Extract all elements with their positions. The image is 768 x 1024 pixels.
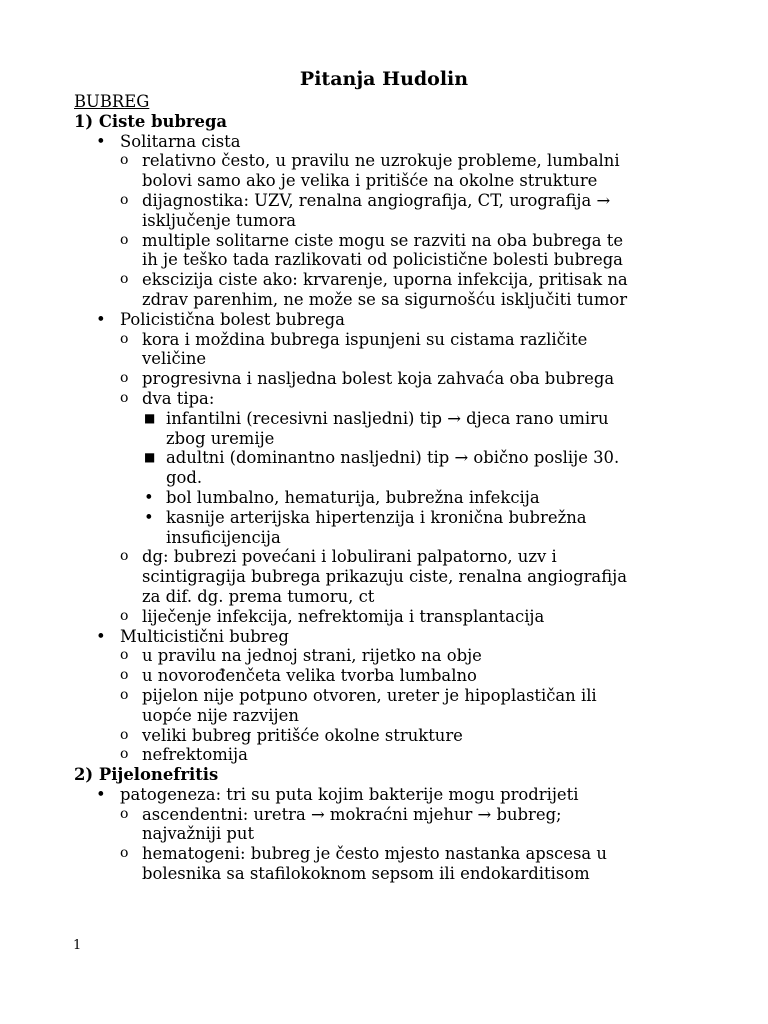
list-item-text: zdrav parenhim, ne može se sa sigurnošću isključiti tumor xyxy=(142,289,628,309)
list-item-text: isključenje tumora xyxy=(142,210,297,230)
bullet-icon: o xyxy=(120,152,129,169)
list-item xyxy=(74,250,694,270)
list-item xyxy=(74,429,694,449)
list-item-text: scintigragija bubrega prikazuju ciste, renalna angiografija xyxy=(142,567,627,587)
list-item xyxy=(74,567,694,587)
list-item-text: pijelon nije potpuno otvoren, ureter je hipoplastičan ili xyxy=(142,685,597,705)
bullet-icon: o xyxy=(120,271,129,288)
list-item-text: insuficijencija xyxy=(166,527,281,547)
bullet-icon: • xyxy=(144,487,154,507)
list-item xyxy=(74,607,694,627)
list-item-text: adultni (dominantno nasljedni) tip → obično poslije 30. xyxy=(166,448,620,468)
list-item-text: u novorođenčeta velika tvorba lumbalno xyxy=(142,666,477,686)
list-item xyxy=(74,488,694,508)
list-item-text: zbog uremije xyxy=(166,428,275,448)
bullet-icon: o xyxy=(120,667,129,684)
list-item xyxy=(74,864,694,884)
list-item xyxy=(74,726,694,746)
list-item xyxy=(74,290,694,310)
list-item xyxy=(74,132,694,152)
question-heading xyxy=(74,112,694,132)
bullet-icon: o xyxy=(120,845,129,862)
list-item-text: progresivna i nasljedna bolest koja zahvaća oba bubrega xyxy=(142,369,615,389)
list-item-text: bol lumbalno, hematurija, bubrežna infekcija xyxy=(166,487,540,507)
list-item-text: ascendentni: uretra → mokraćni mjehur → bubreg; xyxy=(142,804,562,824)
bullet-icon: o xyxy=(120,607,129,624)
list-item-text: Policistična bolest bubrega xyxy=(120,309,345,329)
list-item-text: najvažniji put xyxy=(142,824,255,844)
list-item-text: veličine xyxy=(142,349,207,369)
list-item xyxy=(74,231,694,251)
bullet-icon: o xyxy=(120,647,129,664)
list-item-text: uopće nije razvijen xyxy=(142,705,299,725)
list-item-text: bolesnika sa stafilokoknom sepsom ili endokarditisom xyxy=(142,864,590,884)
bullet-icon: o xyxy=(120,805,129,822)
list-item-text: ih je teško tada razlikovati od policistične bolesti bubrega xyxy=(142,250,623,270)
list-item xyxy=(74,706,694,726)
list-item-text: relativno često, u pravilu ne uzrokuje probleme, lumbalni xyxy=(142,151,620,171)
list-item-text: kora i moždina bubrega ispunjeni su cistama različite xyxy=(142,329,588,349)
bullet-icon: o xyxy=(120,686,129,703)
list-item-text: dva tipa: xyxy=(142,388,215,408)
list-item xyxy=(74,151,694,171)
bullet-icon: • xyxy=(96,784,106,804)
bullet-icon: ■ xyxy=(144,410,156,425)
list-item xyxy=(74,547,694,567)
heading-text: 2) Pijelonefritis xyxy=(74,765,219,785)
bullet-icon: o xyxy=(120,726,129,743)
list-item xyxy=(74,468,694,488)
bullet-icon: o xyxy=(120,389,129,406)
list-item xyxy=(74,785,694,805)
list-item-text: dg: bubrezi povećani i lobulirani palpatorno, uzv i xyxy=(142,547,557,567)
list-item xyxy=(74,270,694,290)
list-item xyxy=(74,508,694,528)
bullet-icon: o xyxy=(120,231,129,248)
list-item-text: kasnije arterijska hipertenzija i kronična bubrežna xyxy=(166,507,587,527)
list-item xyxy=(74,448,694,468)
list-item-text: nefrektomija xyxy=(142,745,248,765)
list-item xyxy=(74,330,694,350)
list-item xyxy=(74,844,694,864)
page-number: 1 xyxy=(73,938,82,953)
bullet-icon: o xyxy=(120,330,129,347)
list-item xyxy=(74,666,694,686)
bullet-icon: o xyxy=(120,548,129,565)
bullet-icon: • xyxy=(96,131,106,151)
list-item xyxy=(74,646,694,666)
list-item xyxy=(74,349,694,369)
bullet-icon: o xyxy=(120,746,129,763)
list-item-text: liječenje infekcija, nefrektomija i transplantacija xyxy=(142,606,545,626)
list-item xyxy=(74,627,694,647)
bullet-icon: ■ xyxy=(144,450,156,465)
list-item xyxy=(74,409,694,429)
question-heading xyxy=(74,765,694,785)
list-item xyxy=(74,389,694,409)
list-item-text: za dif. dg. prema tumoru, ct xyxy=(142,586,375,606)
list-item xyxy=(74,805,694,825)
bullet-icon: • xyxy=(96,626,106,646)
list-item xyxy=(74,745,694,765)
list-item-text: Solitarna cista xyxy=(120,131,241,151)
list-item xyxy=(74,824,694,844)
list-item-text: patogeneza: tri su puta kojim bakterije mogu prodrijeti xyxy=(120,784,579,804)
list-item-text: dijagnostika: UZV, renalna angiografija, CT, urografija → xyxy=(142,190,611,210)
list-item xyxy=(74,528,694,548)
list-item-text: ekscizija ciste ako: krvarenje, uporna infekcija, pritisak na xyxy=(142,270,628,290)
section-heading: BUBREG xyxy=(74,92,150,111)
list-item-text: u pravilu na jednoj strani, rijetko na obje xyxy=(142,646,482,666)
bullet-icon: o xyxy=(120,191,129,208)
list-item-text: veliki bubreg pritišće okolne strukture xyxy=(142,725,463,745)
document-body xyxy=(74,92,694,884)
list-item xyxy=(74,587,694,607)
list-item-text: bolovi samo ako je velika i pritišće na okolne strukture xyxy=(142,171,598,191)
list-item-text: hematogeni: bubreg je često mjesto nastanka apscesa u xyxy=(142,844,607,864)
list-item-text: god. xyxy=(166,468,203,488)
list-item xyxy=(74,369,694,389)
bullet-icon: • xyxy=(144,507,154,527)
list-item xyxy=(74,211,694,231)
list-item-text: infantilni (recesivni nasljedni) tip → djeca rano umiru xyxy=(166,408,609,428)
list-item xyxy=(74,191,694,211)
list-item xyxy=(74,171,694,191)
list-item xyxy=(74,310,694,330)
document-title: Pitanja Hudolin xyxy=(299,68,469,90)
bullet-icon: • xyxy=(96,309,106,329)
list-item-text: Multicistični bubreg xyxy=(120,626,289,646)
bullet-icon: o xyxy=(120,370,129,387)
heading-text: 1) Ciste bubrega xyxy=(74,111,228,131)
list-item xyxy=(74,686,694,706)
list-item-text: multiple solitarne ciste mogu se razviti na oba bubrega te xyxy=(142,230,624,250)
